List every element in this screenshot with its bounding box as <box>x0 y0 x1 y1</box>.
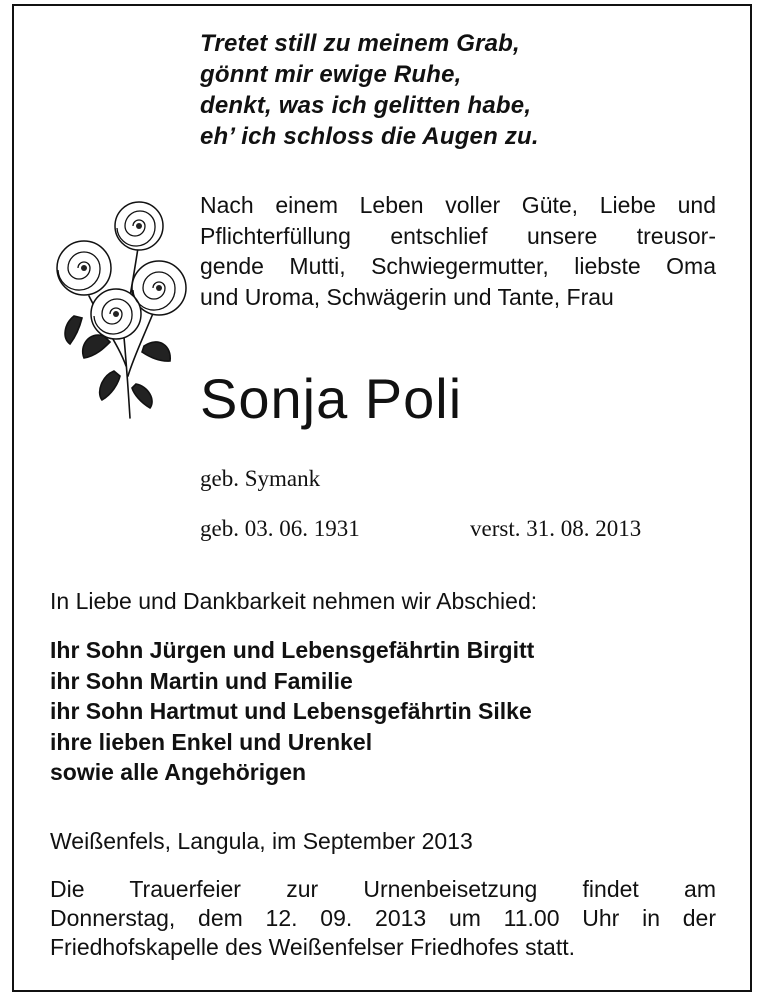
intro-line: und Uroma, Schwägerin und Tante, Frau <box>200 283 614 310</box>
mourners-list <box>50 635 534 788</box>
mourner-entry: ihr Sohn Hartmut und Lebensgefährtin Silke <box>50 698 532 724</box>
intro-line: Pflichterfüllung entschlief unsere treusor- <box>200 222 716 249</box>
funeral-line: Die Trauerfeier zur Urnenbeisetzung findet am <box>50 876 716 902</box>
poem-line: eh’ ich schloss die Augen zu. <box>200 123 539 150</box>
deceased-name: Sonja Poli <box>200 367 463 430</box>
funeral-line: Friedhofskapelle des Weißenfelser Friedhofes statt. <box>50 934 575 960</box>
mourner-entry: sowie alle Angehörigen <box>50 759 307 785</box>
intro-line: Nach einem Leben voller Güte, Liebe und <box>200 192 716 218</box>
birth-date: geb. 03. 06. 1931 <box>200 516 360 541</box>
mourner-entry: Ihr Sohn Jürgen und Lebensgefährtin Birgitt <box>50 637 535 663</box>
funeral-line: Donnerstag, dem 12. 09. 2013 um 11.00 Uhr in der <box>50 905 716 931</box>
intro-line: gende Mutti, Schwiegermutter, liebste Oma <box>200 253 716 279</box>
poem-line: Tretet still zu meinem Grab, <box>200 30 520 57</box>
maiden-name: geb. Symank <box>200 466 321 491</box>
death-date: verst. 31. 08. 2013 <box>470 516 642 541</box>
poem-line: gönnt mir ewige Ruhe, <box>200 61 462 88</box>
poem-line: denkt, was ich gelitten habe, <box>200 92 532 119</box>
place-date: Weißenfels, Langula, im September 2013 <box>50 828 473 854</box>
memorial-poem <box>200 28 539 152</box>
funeral-notice <box>50 875 716 962</box>
mourner-entry: ihr Sohn Martin und Familie <box>50 667 353 694</box>
mourner-entry: ihre lieben Enkel und Urenkel <box>50 728 373 755</box>
rose-bouquet-icon <box>44 196 194 426</box>
farewell-text: In Liebe und Dankbarkeit nehmen wir Abschied: <box>50 588 538 614</box>
intro-text <box>200 190 716 312</box>
